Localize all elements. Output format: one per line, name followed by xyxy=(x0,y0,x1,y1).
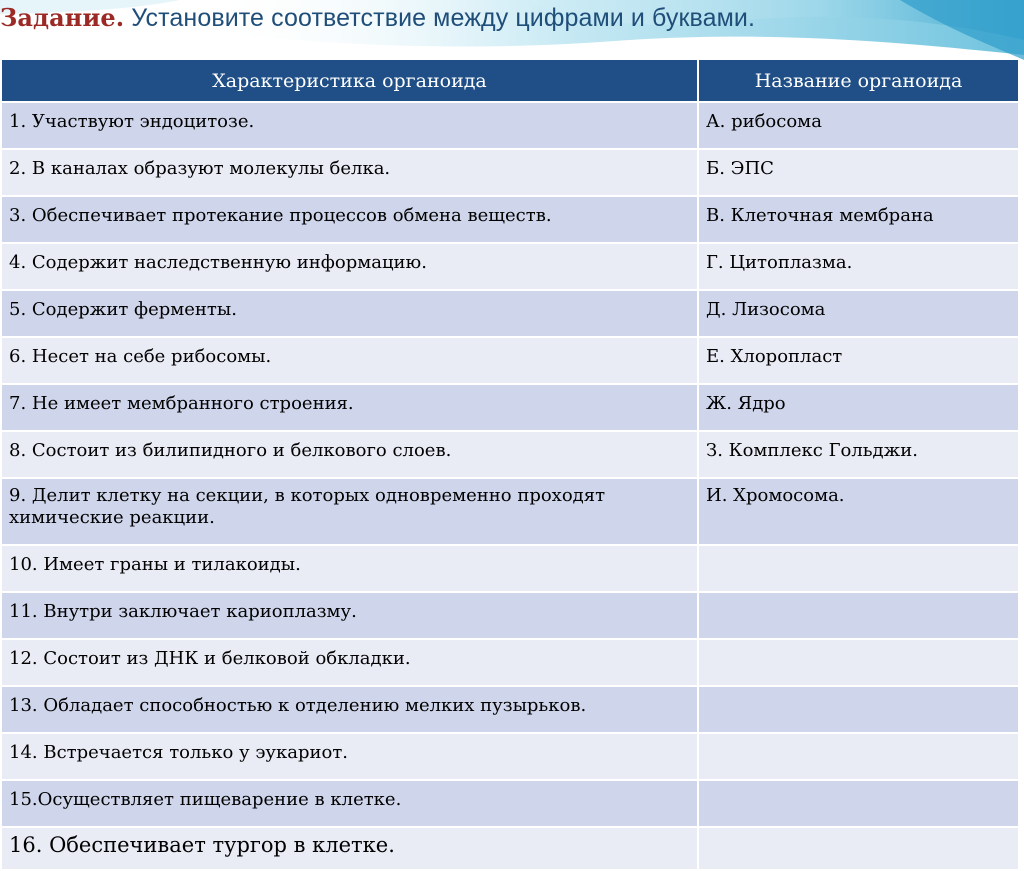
characteristic-cell: 1. Участвуют эндоцитозе. xyxy=(2,102,698,149)
table-row xyxy=(2,780,1019,827)
organoid-cell xyxy=(698,545,1019,592)
table-header-row xyxy=(2,60,1019,102)
table-row xyxy=(2,243,1019,290)
characteristic-cell: 15.Осуществляет пищеварение в клетке. xyxy=(2,780,698,827)
characteristic-cell: 7. Не имеет мембранного строения. xyxy=(2,384,698,431)
header-organoid-name: Название органоида xyxy=(698,60,1019,102)
characteristic-cell: 11. Внутри заключает кариоплазму. xyxy=(2,592,698,639)
table-row xyxy=(2,102,1019,149)
organoid-cell xyxy=(698,827,1019,870)
table-row xyxy=(2,639,1019,686)
organoid-cell xyxy=(698,733,1019,780)
organoid-cell: В. Клеточная мембрана xyxy=(698,196,1019,243)
table-row xyxy=(2,478,1019,545)
organoid-cell: А. рибосома xyxy=(698,102,1019,149)
characteristic-cell: 6. Несет на себе рибосомы. xyxy=(2,337,698,384)
table-row xyxy=(2,384,1019,431)
organoid-cell: Ж. Ядро xyxy=(698,384,1019,431)
header-characteristic: Характеристика органоида xyxy=(2,60,698,102)
table-row xyxy=(2,592,1019,639)
characteristic-cell: 2. В каналах образуют молекулы белка. xyxy=(2,149,698,196)
organoid-cell: И. Хромосома. xyxy=(698,478,1019,545)
organoid-cell: Д. Лизосома xyxy=(698,290,1019,337)
table-row xyxy=(2,149,1019,196)
table-row xyxy=(2,431,1019,478)
table-row xyxy=(2,196,1019,243)
organoid-cell: З. Комплекс Гольджи. xyxy=(698,431,1019,478)
organoid-cell xyxy=(698,780,1019,827)
table-row xyxy=(2,545,1019,592)
characteristic-cell: 13. Обладает способностью к отделению мелких пузырьков. xyxy=(2,686,698,733)
table-row xyxy=(2,733,1019,780)
characteristic-cell: 14. Встречается только у эукариот. xyxy=(2,733,698,780)
organoid-cell xyxy=(698,639,1019,686)
characteristic-cell: 5. Содержит ферменты. xyxy=(2,290,698,337)
task-label: Задание. xyxy=(0,3,125,32)
characteristic-cell: 10. Имеет граны и тилакоиды. xyxy=(2,545,698,592)
organoid-cell: Б. ЭПС xyxy=(698,149,1019,196)
table-row xyxy=(2,337,1019,384)
organoid-cell xyxy=(698,686,1019,733)
characteristic-cell: 4. Содержит наследственную информацию. xyxy=(2,243,698,290)
characteristic-cell: 8. Состоит из билипидного и белкового слоев. xyxy=(2,431,698,478)
organoid-cell: Г. Цитоплазма. xyxy=(698,243,1019,290)
characteristic-cell: 16. Обеспечивает тургор в клетке. xyxy=(2,827,698,870)
characteristic-cell: 3. Обеспечивает протекание процессов обмена веществ. xyxy=(2,196,698,243)
table-row xyxy=(2,686,1019,733)
table-row xyxy=(2,827,1019,870)
table-row xyxy=(2,290,1019,337)
organoid-cell: Е. Хлоропласт xyxy=(698,337,1019,384)
matching-table xyxy=(2,60,1020,871)
characteristic-cell: 9. Делит клетку на секции, в которых одновременно проходят химические реакции. xyxy=(2,478,698,545)
task-instruction: Установите соответствие между цифрами и буквами. xyxy=(131,4,756,32)
organoid-cell xyxy=(698,592,1019,639)
characteristic-cell: 12. Состоит из ДНК и белковой обкладки. xyxy=(2,639,698,686)
page-title xyxy=(0,0,755,40)
